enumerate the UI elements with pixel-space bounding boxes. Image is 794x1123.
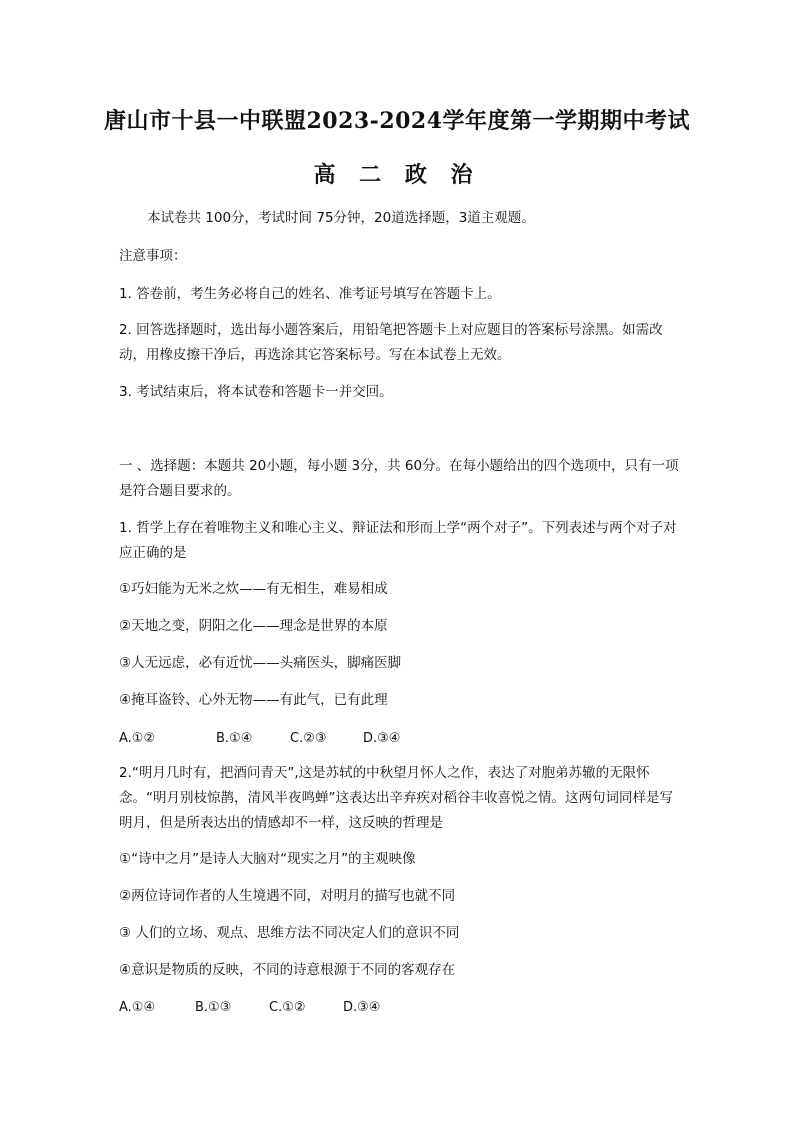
question-2-option-b: B.①③ [195,1000,232,1015]
notice-item-3: 3. 考试结束后，将本试卷和答题卡一并交回。 [119,384,393,400]
question-2-stem: 2.“明月几时有，把酒问青天”,这是苏轼的中秋望月怀人之作，表达了对胞弟苏辙的无限怀念。“明月别枝惊鹊，清风半夜鸣蝉”这表达出辛弃疾对稻谷丰收喜悦之情。这两句词同样是写明月，但是所表达出的情感却不一样，这反映的哲理是 [119,765,673,831]
notice-heading: 注意事项： [119,248,187,264]
subject-title: 高 二 政 治 [313,162,481,188]
question-2-statement-4: ④意识是物质的反映，不同的诗意根源于不同的客观存在 [119,962,456,978]
question-1-stem: 1. 哲学上存在着唯物主义和唯心主义、辩证法和形而上学“两个对子”。下列表述与两个对子对应正确的是 [119,520,677,561]
notice-item-2: 2. 回答选择题时，选出每小题答案后，用铅笔把答题卡上对应题目的答案标号涂黑。如需改动，用橡皮擦干净后，再选涂其它答案标号。写在本试卷上无效。 [119,322,663,363]
notice-item-1: 1. 答卷前，考生务必将自己的姓名、准考证号填写在答题卡上。 [119,286,501,302]
question-2-option-c: C.①② [269,1000,306,1015]
question-1-statement-4: ④掩耳盗铃、心外无物——有此气，已有此理 [119,692,388,708]
question-1-option-c: C.②③ [290,731,327,746]
exam-title: 唐山市十县一中联盟2023-2024学年度第一学期期中考试 [103,108,691,134]
exam-intro: 本试卷共 100分，考试时间 75分钟，20道选择题，3道主观题。 [147,210,535,226]
question-2-statement-1: ①“诗中之月”是诗人大脑对“现实之月”的主观映像 [119,851,416,867]
question-2-options [119,998,380,1018]
question-2-option-d: D.③④ [343,1000,381,1015]
question-1-statement-3: ③人无远虑，必有近忧——头痛医头，脚痛医脚 [119,655,402,671]
question-1-statement-2: ②天地之变，阴阳之化——理念是世界的本原 [119,618,388,634]
question-1-option-b: B.①④ [216,731,253,746]
question-1-statement-1: ①巧妇能为无米之炊——有无相生，难易相成 [119,581,388,597]
question-1-option-d: D.③④ [363,731,401,746]
question-2-statement-3: ③ 人们的立场、观点、思维方法不同决定人们的意识不同 [119,925,460,941]
question-1-options [119,729,400,749]
question-2-option-a: A.①④ [119,1000,156,1015]
section-heading: 一 、选择题：本题共 20小题，每小题 3分，共 60分。在每小题给出的四个选项中，只有一项是符合题目要求的。 [119,458,679,499]
question-2-statement-2: ②两位诗词作者的人生境遇不同，对明月的描写也就不同 [119,888,456,904]
question-1-option-a: A.①② [119,731,156,746]
